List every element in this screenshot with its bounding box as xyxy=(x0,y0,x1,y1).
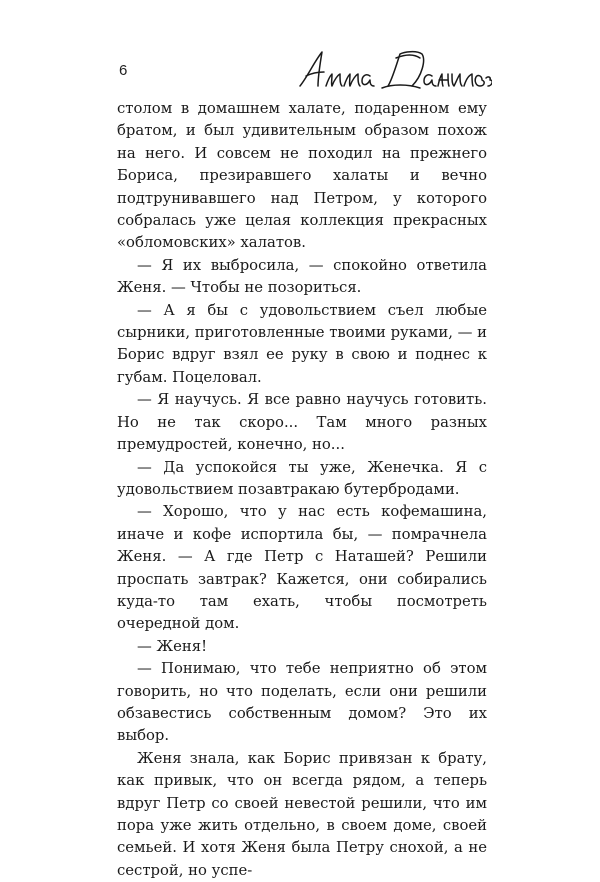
paragraph: — Я научусь. Я все равно научусь готовить. Но не так скоро... Там много разных премудростей, конечно, но... xyxy=(117,391,487,454)
paragraph: — Понимаю, что тебе неприятно об этом говорить, но что поделать, если они решили обзавестись собственным домом? Это их выбор. xyxy=(117,660,487,745)
paragraph: столом в домашнем халате, подаренном ему братом, и был удивительным образом похож на него. И совсем не походил на прежнего Бориса, презиравшего халаты и вечно подтрунивавшего над Петром, у которого собралась уже целая коллекция прекрасных «обломовских» халатов. xyxy=(117,100,487,252)
author-signature xyxy=(296,46,492,94)
paragraph: — Я их выбросила, — спокойно ответила Женя. — Чтобы не позориться. xyxy=(117,256,487,297)
paragraph: — Хорошо, что у нас есть кофемашина, иначе и кофе испортила бы, — помрачнела Женя. — А где Петр с Наташей? Решили проспать завтрак? Кажется, они собирались куда-то там ехать, чтобы посмотреть очередной дом. xyxy=(117,503,487,633)
page-number: 6 xyxy=(119,62,128,79)
paragraph: — А я бы с удовольствием съел любые сырники, приготовленные твоими руками, — и Борис вдруг взял ее руку в свою и поднес к губам. Поцеловал. xyxy=(117,301,487,386)
book-text xyxy=(117,98,487,882)
paragraph: Женя знала, как Борис привязан к брату, как привык, что он всегда рядом, а теперь вдруг Петр со своей невестой решили, что им пора уже жить отдельно, в своем доме, своей семьей. И хотя Женя была Петру снохой, а не сестрой, но успе- xyxy=(117,749,487,879)
paragraph: — Женя! xyxy=(137,637,208,655)
paragraph: — Да успокойся ты уже, Женечка. Я с удовольствием позавтракаю бутербродами. xyxy=(117,458,487,498)
